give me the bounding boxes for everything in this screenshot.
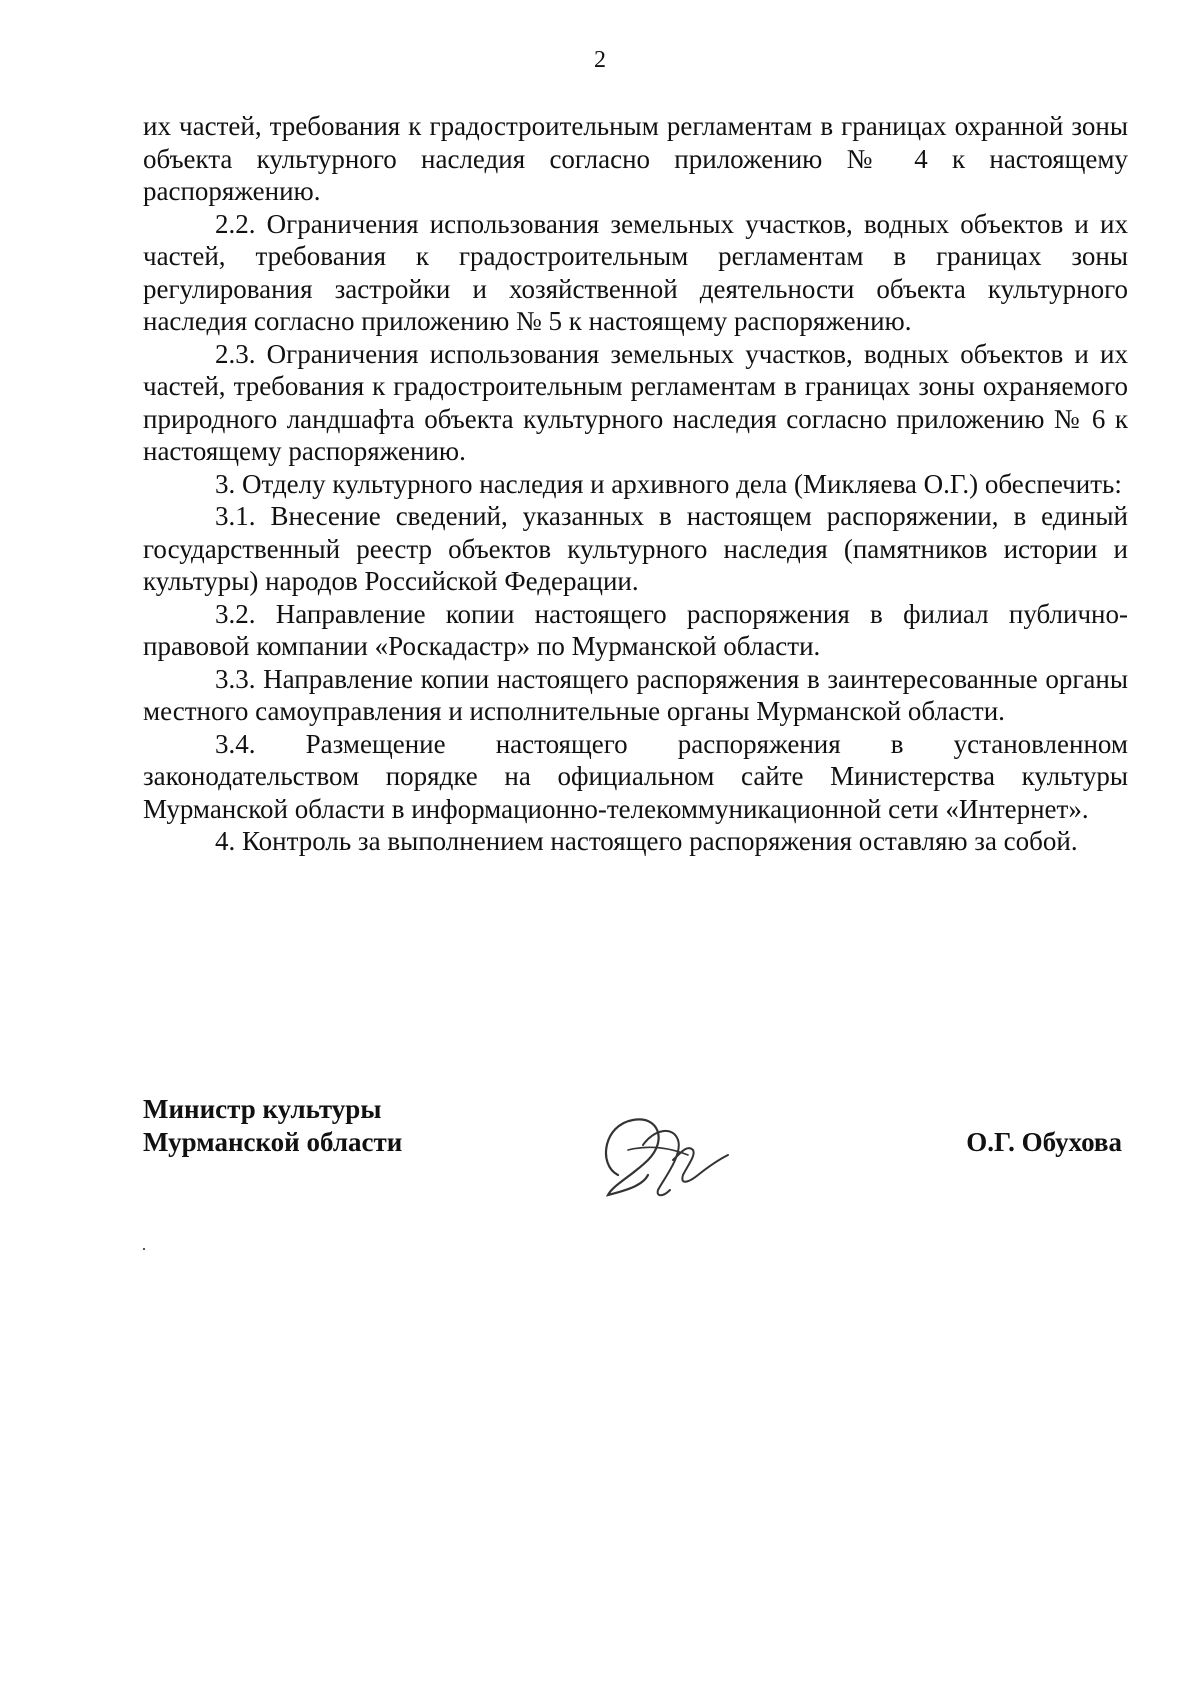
signatory-name: О.Г. Обухова	[966, 1126, 1122, 1157]
paragraph-2-2: 2.2. Ограничения использования земельных участков, водных объектов и их частей, требования к градостроительным регламентам в границах зоны регулирования застройки и хозяйственной деятельности объекта культурного наследия согласно приложению № 5 к настоящему распоряжению.	[143, 208, 1128, 336]
signatory-title	[143, 1093, 402, 1158]
document-body	[143, 110, 1128, 858]
paragraph-3: 3. Отделу культурного наследия и архивного дела (Микляева О.Г.) обеспечить:	[215, 468, 1122, 499]
paragraph-3-1: 3.1. Внесение сведений, указанных в настоящем распоряжении, в единый государственный реестр объектов культурного наследия (памятников истории и культуры) народов Российской Федерации.	[143, 501, 1128, 596]
page-number: 2	[594, 47, 606, 73]
handwritten-signature-icon	[588, 1105, 738, 1205]
paragraph-4: 4. Контроль за выполнением настоящего распоряжения оставляю за собой.	[215, 826, 1078, 856]
paragraph-3-2: 3.2. Направление копии настоящего распоряжения в филиал публично-правовой компании «Роскадастр» по Мурманской области.	[143, 598, 1128, 661]
stray-dot	[143, 1248, 145, 1250]
paragraph-continuation: их частей, требования к градостроительным регламентам в границах охранной зоны объекта культурного наследия согласно приложению № 4 к настоящему распоряжению.	[143, 111, 1128, 206]
signatory-title-line-1: Министр культуры	[143, 1094, 382, 1124]
paragraph-3-3: 3.3. Направление копии настоящего распоряжения в заинтересованные органы местного самоуправления и исполнительные органы Мурманской области.	[143, 663, 1128, 726]
signatory-title-line-2: Мурманской области	[143, 1126, 403, 1157]
paragraph-2-3: 2.3. Ограничения использования земельных участков, водных объектов и их частей, требования к градостроительным регламентам в границах зоны охраняемого природного ландшафта объекта культурного наследия согласно приложению № 6 к настоящему распоряжению.	[143, 338, 1128, 466]
signature-block	[143, 1093, 1128, 1243]
paragraph-3-4: 3.4. Размещение настоящего распоряжения в установленном законодательством порядке на официальном сайте Министерства культуры Мурманской области в информационно-телекоммуникационной сети «Интернет».	[143, 728, 1128, 824]
